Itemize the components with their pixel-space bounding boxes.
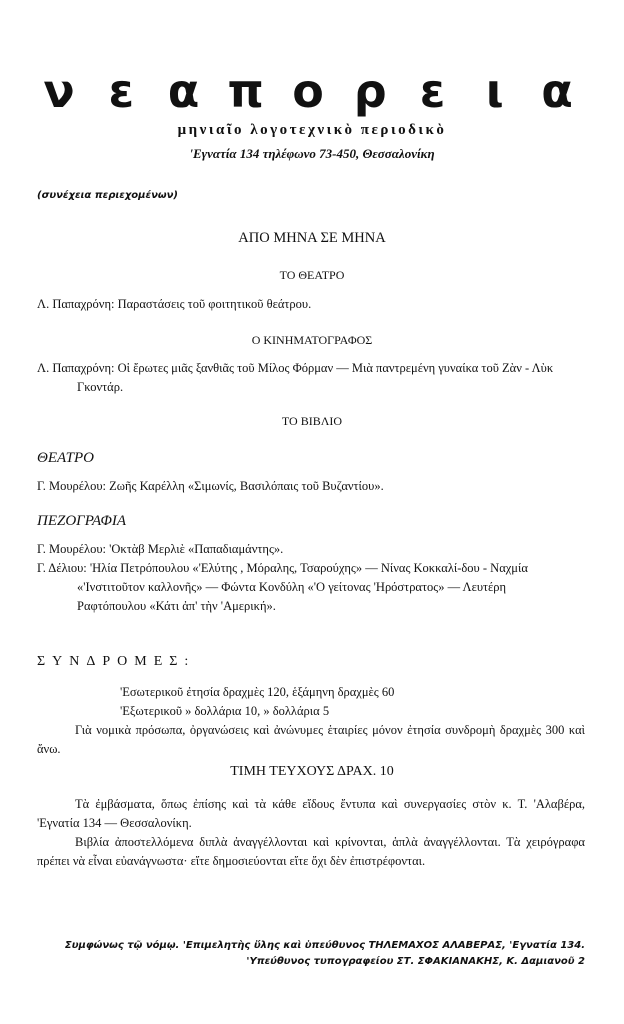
entry-text: Λ. Παπαχρόνη: Παραστάσεις τοῦ φοιτητικοῦ θεάτρου.	[37, 297, 312, 311]
address: 'Εγνατία 134 τηλέφωνο 73-450, Θεσσαλονίκη	[189, 146, 435, 161]
entry-book-prose	[37, 540, 577, 616]
subscriptions-note	[37, 721, 585, 759]
note-text: Βιβλία ἀποστελλόμενα διπλὰ ἀναγγέλλονται καὶ κρίνονται, ἁπλὰ ἀναγγέλλονται. Τὰ χειρόγραφα πρέπει νὰ εἶναι εὐανάγνωστα· εἴτε δημοσιεύονται εἴτε ὄχι δὲν ἐπιστρέφονται.	[37, 835, 585, 868]
footer-line: 'Υπεύθυνος τυπογραφείου ΣΤ. ΣΦΑΚΙΑΝΑΚΗΣ, Κ. Δαμιανοῦ 2	[246, 956, 585, 967]
entry-text: Γ. Δέλιου: 'Ηλία Πετρόπουλου «'Ελύτης , Μόραλης, Τσαρούχης» — Νίνας Κοκκαλί-δου - Ναχμία «'Ινστιτοῦτον καλλονῆς» — Φώντα Κονδύλη «'Ο γείτονας 'Ηρόστρατος» — Λευτέρη Ραφτόπουλου «Κάτι ἀπ' τὴν 'Αμερική».	[37, 561, 528, 613]
note-text: Γιὰ νομικὰ πρόσωπα, ὀργανώσεις καὶ ἀνώνυμες ἑταιρίες μόνον ἐτησία συνδρομὴ δραχμὲς 300 καὶ ἄνω.	[37, 723, 585, 756]
subscription-prices	[120, 683, 580, 721]
entry-theatre	[37, 295, 577, 314]
footer-line: Συμφώνως τῷ νόμῳ. 'Επιμελητὴς ὕλης καὶ ὑπεύθυνος ΤΗΛΕΜΑΧΟΣ ΑΛΑΒΕΡΑΣ, 'Εγνατία 134.	[64, 940, 585, 951]
entry-cinema	[37, 359, 577, 397]
note-text: Τὰ ἐμβάσματα, ὅπως ἐπίσης καὶ τὰ κάθε εἴδους ἔντυπα καὶ συνεργασίες στὸν κ. Τ. 'Αλαβέρα, 'Εγνατία 134 — Θεσσαλονίκη.	[37, 797, 585, 830]
masthead-letter: π	[227, 64, 264, 118]
heading-theatre: ΤΟ ΘΕΑΤΡΟ	[279, 268, 345, 282]
section-heading-month: ΑΠΟ ΜΗΝΑ ΣΕ ΜΗΝΑ	[238, 230, 386, 246]
notes	[37, 795, 585, 871]
masthead-letter: ι	[485, 64, 504, 118]
entry-text: Γ. Μουρέλου: Ζωῆς Καρέλλη «Σιμωνίς, Βασιλόπαις τοῦ Βυζαντίου».	[37, 479, 384, 493]
masthead-letter: ε	[108, 64, 135, 118]
subscriptions-heading: ΣΥΝΔΡΟΜΕΣ:	[37, 654, 196, 669]
masthead-letter: α	[541, 64, 573, 118]
masthead	[30, 66, 586, 116]
price-domestic: 'Εσωτερικοῦ ἐτησία δραχμὲς 120, ἑξάμηνη δραχμὲς 60	[120, 685, 395, 699]
category-theatre: ΘΕΑΤΡΟ	[37, 450, 94, 466]
masthead-letter: ε	[419, 64, 446, 118]
subtitle: μηνιαῖο λογοτεχνικὸ περιοδικὸ	[177, 122, 447, 138]
heading-cinema: Ο ΚΙΝΗΜΑΤΟΓΡΑΦΟΣ	[251, 333, 373, 347]
entry-text: Γ. Μουρέλου: 'Οκτὰβ Μερλιὲ «Παπαδιαμάντης».	[37, 542, 284, 556]
category-prose: ΠΕΖΟΓΡΑΦΙΑ	[37, 513, 127, 529]
contents-label: (συνέχεια περιεχομένων)	[37, 190, 178, 201]
entry-text: Λ. Παπαχρόνη: Οἱ ἔρωτες μιᾶς ξανθιᾶς τοῦ Μίλος Φόρμαν — Μιὰ παντρεμένη γυναίκα τοῦ Ζὰν - Λὺκ Γκοντάρ.	[37, 361, 554, 394]
masthead-letter: ν	[43, 64, 75, 118]
price-abroad: 'Εξωτερικοῦ » δολλάρια 10, » δολλάρια 5	[120, 704, 330, 718]
heading-book: ΤΟ ΒΙΒΛΙΟ	[281, 414, 343, 428]
entry-book-theatre	[37, 477, 577, 496]
masthead-letter: ρ	[353, 64, 387, 118]
footer	[37, 938, 585, 970]
masthead-letter: α	[167, 64, 200, 118]
issue-price: ΤΙΜΗ ΤΕΥΧΟΥΣ ΔΡΑΧ. 10	[230, 764, 394, 779]
masthead-letter: ο	[292, 64, 324, 118]
